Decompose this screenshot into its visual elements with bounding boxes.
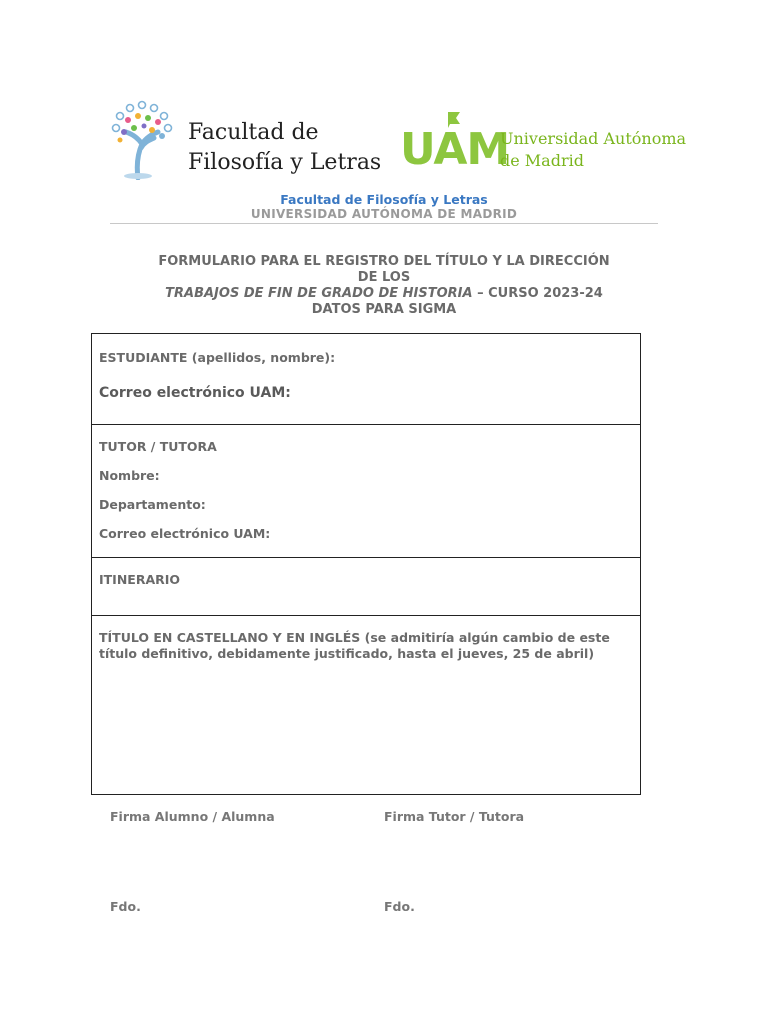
tutor-department-label: Departamento: [99,497,206,512]
university-subtitle: UNIVERSIDAD AUTÓNOMA DE MADRID [250,207,518,221]
tutor-email-label: Correo electrónico UAM: [99,526,271,541]
student-email-label: Correo electrónico UAM: [99,385,291,401]
form-title-course: – CURSO 2023-24 [472,286,603,301]
tutor-heading: TUTOR / TUTORA [99,439,217,454]
itinerary-section [92,558,640,616]
faculty-logo-line2: Filosofía y Letras [188,150,382,175]
faculty-subtitle: Facultad de Filosofía y Letras [280,192,488,207]
tutor-section [92,425,640,558]
form-title-degree: TRABAJOS DE FIN DE GRADO DE HISTORIA [165,286,473,301]
uam-logo-line2: de Madrid [500,151,584,170]
form-title-line3 [110,286,658,302]
uam-logo-line1: Universidad Autónoma [500,129,687,148]
uam-logo [400,110,687,180]
tutor-fdo-label: Fdo. [384,899,415,914]
form-title-line4: DATOS PARA SIGMA [311,302,457,317]
form-title [110,254,658,318]
tree-icon [108,98,174,180]
header-subtitles [110,192,658,222]
itinerary-label: ITINERARIO [99,572,181,587]
uam-logo-mark: UAM [400,124,510,175]
student-signature-label: Firma Alumno / Alumna [110,809,275,824]
tutor-name-label: Nombre: [99,468,160,483]
registration-form [91,333,641,795]
student-name-label: ESTUDIANTE (apellidos, nombre): [99,350,336,365]
student-fdo-label: Fdo. [110,899,141,914]
tutor-signature-label: Firma Tutor / Tutora [384,809,525,824]
student-section [92,334,640,425]
form-title-line2: DE LOS [357,270,411,285]
faculty-logo-line1: Facultad de [188,120,319,145]
header-divider [110,223,658,224]
faculty-logo [108,98,388,180]
thesis-title-label: TÍTULO EN CASTELLANO Y EN INGLÉS (se admitiría algún cambio de este título definitivo, debidamente justificado, hasta el jueves, 25 de abril) [99,630,610,661]
thesis-title-section [92,616,640,794]
form-title-line1: FORMULARIO PARA EL REGISTRO DEL TÍTULO Y LA DIRECCIÓN [158,254,610,269]
